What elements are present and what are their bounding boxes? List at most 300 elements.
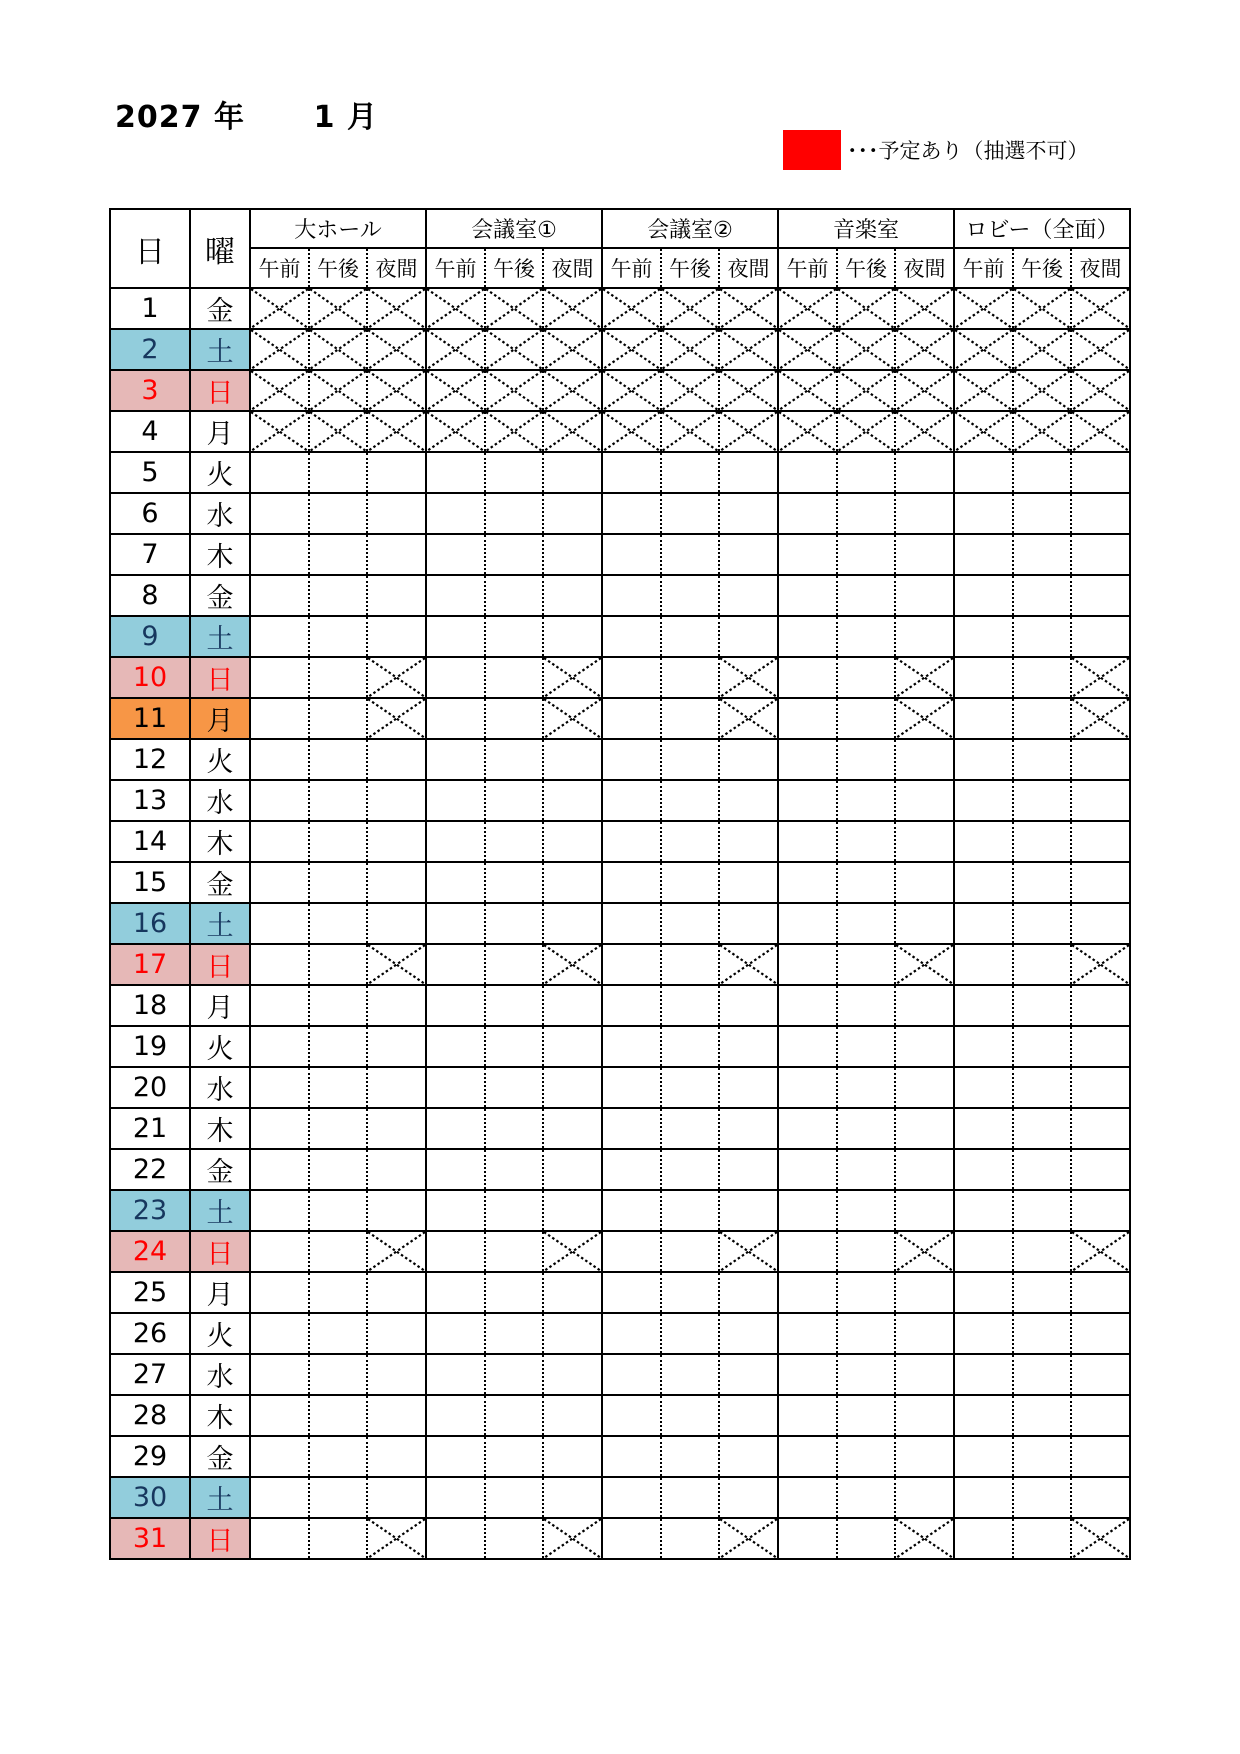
slot-cell xyxy=(602,657,661,698)
unavailable-mark xyxy=(720,412,777,451)
slot-cell xyxy=(778,780,837,821)
slot-cell xyxy=(1071,1436,1130,1477)
slot-cell xyxy=(719,821,778,862)
slot-cell xyxy=(367,1313,426,1354)
slot-cell xyxy=(602,452,661,493)
slot-cell xyxy=(250,1190,309,1231)
unavailable-mark xyxy=(603,371,660,410)
slot-cell xyxy=(250,657,309,698)
slot-cell xyxy=(719,1190,778,1231)
day-number: 29 xyxy=(110,1436,190,1477)
slot-cell xyxy=(250,493,309,534)
slot-cell xyxy=(719,452,778,493)
slot-cell xyxy=(309,1436,367,1477)
unavailable-mark xyxy=(251,330,308,369)
slot-cell xyxy=(426,1231,485,1272)
slot-cell xyxy=(778,1108,837,1149)
slot-cell xyxy=(543,1313,602,1354)
slot-cell xyxy=(778,575,837,616)
slot-cell xyxy=(367,862,426,903)
slot-cell xyxy=(719,1477,778,1518)
slot-cell xyxy=(426,1354,485,1395)
slot-cell xyxy=(1013,985,1071,1026)
slot-cell xyxy=(778,1354,837,1395)
slot-cell-unavailable xyxy=(543,698,602,739)
unavailable-mark xyxy=(368,289,425,328)
slot-cell xyxy=(367,739,426,780)
day-number: 30 xyxy=(110,1477,190,1518)
day-row xyxy=(110,1108,1130,1149)
unavailable-mark xyxy=(368,1232,425,1271)
unavailable-mark xyxy=(544,699,601,738)
slot-cell xyxy=(778,452,837,493)
slot-cell xyxy=(250,944,309,985)
slot-cell xyxy=(485,1067,543,1108)
unavailable-mark xyxy=(662,330,718,369)
slot-cell xyxy=(837,1149,895,1190)
unavailable-mark xyxy=(1072,945,1129,984)
slot-cell xyxy=(602,1231,661,1272)
slot-cell xyxy=(426,944,485,985)
day-number: 10 xyxy=(110,657,190,698)
slot-cell xyxy=(426,780,485,821)
slot-cell-unavailable xyxy=(661,329,719,370)
slot-cell-unavailable xyxy=(602,370,661,411)
day-number: 2 xyxy=(110,329,190,370)
slot-cell xyxy=(1013,862,1071,903)
day-number: 13 xyxy=(110,780,190,821)
weekday-label: 金 xyxy=(190,575,250,616)
unavailable-mark xyxy=(896,1519,953,1558)
slot-cell xyxy=(367,1026,426,1067)
slot-cell xyxy=(485,1518,543,1559)
slot-cell-unavailable xyxy=(309,411,367,452)
slot-cell xyxy=(954,1518,1013,1559)
slot-cell xyxy=(602,862,661,903)
weekday-label: 水 xyxy=(190,1354,250,1395)
slot-cell xyxy=(954,821,1013,862)
slot-cell xyxy=(661,698,719,739)
slot-cell xyxy=(367,1149,426,1190)
slot-cell-unavailable xyxy=(837,329,895,370)
slot-cell xyxy=(778,698,837,739)
slot-cell xyxy=(309,1026,367,1067)
weekday-label: 月 xyxy=(190,411,250,452)
slot-cell xyxy=(1013,780,1071,821)
slot-cell-unavailable xyxy=(954,411,1013,452)
slot-cell xyxy=(602,1354,661,1395)
slot-cell xyxy=(426,1518,485,1559)
slot-cell xyxy=(778,985,837,1026)
slot-cell xyxy=(954,1272,1013,1313)
unavailable-mark xyxy=(544,1232,601,1271)
slot-cell xyxy=(778,944,837,985)
slot-cell-unavailable xyxy=(543,657,602,698)
weekday-label: 月 xyxy=(190,985,250,1026)
slot-cell xyxy=(778,1477,837,1518)
slot-cell xyxy=(543,616,602,657)
slot-cell xyxy=(661,1108,719,1149)
slot-cell xyxy=(309,985,367,1026)
slot-cell xyxy=(1071,1272,1130,1313)
unavailable-mark xyxy=(896,699,953,738)
day-row xyxy=(110,1190,1130,1231)
slot-cell xyxy=(778,493,837,534)
slot-cell xyxy=(1071,616,1130,657)
slot-cell xyxy=(367,780,426,821)
unavailable-mark xyxy=(368,699,425,738)
slot-cell xyxy=(954,1313,1013,1354)
slot-cell xyxy=(719,1354,778,1395)
slot-cell xyxy=(426,1272,485,1313)
slot-cell-unavailable xyxy=(543,329,602,370)
slot-cell xyxy=(895,1354,954,1395)
slot-cell xyxy=(1071,1067,1130,1108)
slot-cell xyxy=(602,1149,661,1190)
slot-cell-unavailable xyxy=(954,370,1013,411)
slot-cell xyxy=(250,1231,309,1272)
slot-cell xyxy=(954,1190,1013,1231)
slot-cell xyxy=(543,1272,602,1313)
slot-cell xyxy=(661,1026,719,1067)
unavailable-mark xyxy=(544,289,601,328)
unavailable-mark xyxy=(427,330,484,369)
slot-cell xyxy=(837,1395,895,1436)
slot-cell-unavailable xyxy=(543,411,602,452)
day-number: 16 xyxy=(110,903,190,944)
slot-cell xyxy=(250,1108,309,1149)
slot-cell-unavailable xyxy=(250,288,309,329)
weekday-label: 土 xyxy=(190,1477,250,1518)
slot-cell xyxy=(895,1395,954,1436)
slot-cell xyxy=(309,1272,367,1313)
slot-cell-unavailable xyxy=(367,329,426,370)
slot-cell xyxy=(485,657,543,698)
slot-cell xyxy=(719,616,778,657)
slot-cell xyxy=(895,985,954,1026)
slot-cell xyxy=(309,1149,367,1190)
slot-cell xyxy=(837,1108,895,1149)
slot-cell-unavailable xyxy=(1071,329,1130,370)
slot-cell xyxy=(837,1190,895,1231)
slot-cell xyxy=(661,821,719,862)
slot-cell xyxy=(1071,862,1130,903)
unavailable-mark xyxy=(544,658,601,697)
slot-cell xyxy=(250,534,309,575)
slot-cell xyxy=(895,534,954,575)
slot-cell xyxy=(309,657,367,698)
slot-header: 午前 xyxy=(250,248,309,288)
day-number: 22 xyxy=(110,1149,190,1190)
slot-cell-unavailable xyxy=(837,411,895,452)
slot-cell xyxy=(837,903,895,944)
slot-header: 夜間 xyxy=(543,248,602,288)
slot-cell xyxy=(602,493,661,534)
slot-cell xyxy=(367,821,426,862)
unavailable-mark xyxy=(896,371,953,410)
day-row xyxy=(110,821,1130,862)
slot-cell xyxy=(837,452,895,493)
weekday-label: 日 xyxy=(190,944,250,985)
slot-cell xyxy=(719,493,778,534)
day-row xyxy=(110,493,1130,534)
unavailable-mark xyxy=(544,371,601,410)
weekday-label: 木 xyxy=(190,821,250,862)
day-number: 6 xyxy=(110,493,190,534)
slot-cell xyxy=(837,1313,895,1354)
day-row xyxy=(110,1231,1130,1272)
slot-cell xyxy=(602,1190,661,1231)
weekday-label: 日 xyxy=(190,657,250,698)
weekday-label: 金 xyxy=(190,288,250,329)
slot-cell xyxy=(485,452,543,493)
slot-cell xyxy=(543,985,602,1026)
slot-cell xyxy=(426,821,485,862)
unavailable-mark xyxy=(1014,412,1070,451)
slot-cell-unavailable xyxy=(895,329,954,370)
slot-cell xyxy=(309,1190,367,1231)
unavailable-mark xyxy=(1014,289,1070,328)
slot-cell xyxy=(543,452,602,493)
slot-cell-unavailable xyxy=(1013,411,1071,452)
slot-cell xyxy=(837,1354,895,1395)
slot-cell xyxy=(367,452,426,493)
day-row xyxy=(110,370,1130,411)
year-suffix: 年 xyxy=(213,100,245,135)
slot-cell xyxy=(426,698,485,739)
slot-cell xyxy=(367,1477,426,1518)
slot-cell xyxy=(543,821,602,862)
slot-cell xyxy=(543,1436,602,1477)
slot-cell-unavailable xyxy=(426,288,485,329)
day-row xyxy=(110,1518,1130,1559)
slot-cell xyxy=(309,1067,367,1108)
slot-cell-unavailable xyxy=(719,370,778,411)
slot-cell xyxy=(309,780,367,821)
unavailable-mark xyxy=(310,371,366,410)
month: 1 xyxy=(313,100,336,135)
slot-cell xyxy=(250,1477,309,1518)
slot-cell xyxy=(719,739,778,780)
unavailable-mark xyxy=(251,412,308,451)
legend-text: ･･･予定あり（抽選不可） xyxy=(847,139,1089,163)
slot-cell xyxy=(719,1026,778,1067)
slot-cell xyxy=(485,575,543,616)
slot-cell xyxy=(426,862,485,903)
slot-cell xyxy=(778,1436,837,1477)
slot-cell xyxy=(837,985,895,1026)
slot-cell-unavailable xyxy=(543,1231,602,1272)
slot-cell xyxy=(250,1026,309,1067)
slot-cell xyxy=(837,1026,895,1067)
slot-cell xyxy=(426,985,485,1026)
slot-cell xyxy=(778,1313,837,1354)
slot-cell xyxy=(250,903,309,944)
slot-cell xyxy=(719,1436,778,1477)
slot-cell xyxy=(426,1067,485,1108)
slot-cell xyxy=(485,1395,543,1436)
slot-cell xyxy=(895,1190,954,1231)
slot-cell xyxy=(309,1231,367,1272)
slot-cell xyxy=(661,780,719,821)
slot-cell xyxy=(661,944,719,985)
slot-cell xyxy=(719,780,778,821)
day-number: 23 xyxy=(110,1190,190,1231)
weekday-label: 金 xyxy=(190,1149,250,1190)
weekday-label: 土 xyxy=(190,1190,250,1231)
slot-cell-unavailable xyxy=(719,411,778,452)
room-header: 大ホール xyxy=(250,209,426,248)
slot-cell xyxy=(543,739,602,780)
slot-cell xyxy=(954,1026,1013,1067)
unavailable-mark xyxy=(838,371,894,410)
weekday-label: 金 xyxy=(190,862,250,903)
slot-cell xyxy=(661,1190,719,1231)
slot-cell xyxy=(250,1354,309,1395)
day-row xyxy=(110,452,1130,493)
slot-cell-unavailable xyxy=(954,329,1013,370)
slot-cell xyxy=(837,657,895,698)
slot-cell xyxy=(426,1026,485,1067)
slot-cell xyxy=(602,1395,661,1436)
slot-cell-unavailable xyxy=(426,411,485,452)
slot-cell xyxy=(837,821,895,862)
slot-cell xyxy=(367,1190,426,1231)
slot-cell xyxy=(1071,903,1130,944)
slot-cell xyxy=(543,1190,602,1231)
slot-cell xyxy=(1013,1272,1071,1313)
weekday-label: 水 xyxy=(190,1067,250,1108)
day-row xyxy=(110,1149,1130,1190)
unavailable-mark xyxy=(896,330,953,369)
slot-cell-unavailable xyxy=(543,370,602,411)
unavailable-mark xyxy=(1072,371,1129,410)
slot-header: 午後 xyxy=(837,248,895,288)
unavailable-mark xyxy=(662,371,718,410)
weekday-label: 火 xyxy=(190,1026,250,1067)
slot-cell xyxy=(1013,1067,1071,1108)
slot-cell-unavailable xyxy=(602,411,661,452)
slot-cell xyxy=(895,1313,954,1354)
slot-cell xyxy=(485,780,543,821)
unavailable-mark xyxy=(368,412,425,451)
unavailable-mark xyxy=(310,412,366,451)
day-row xyxy=(110,1313,1130,1354)
slot-cell xyxy=(602,698,661,739)
slot-cell-unavailable xyxy=(895,657,954,698)
slot-cell-unavailable xyxy=(661,411,719,452)
day-row xyxy=(110,616,1130,657)
slot-cell xyxy=(543,493,602,534)
unavailable-mark xyxy=(368,1519,425,1558)
slot-cell xyxy=(895,862,954,903)
day-row xyxy=(110,657,1130,698)
slot-cell xyxy=(954,739,1013,780)
slot-cell xyxy=(661,1313,719,1354)
slot-cell xyxy=(778,739,837,780)
slot-cell xyxy=(426,575,485,616)
slot-cell xyxy=(837,1436,895,1477)
slot-cell xyxy=(1013,1149,1071,1190)
slot-cell xyxy=(778,862,837,903)
slot-cell xyxy=(367,1108,426,1149)
slot-cell-unavailable xyxy=(719,288,778,329)
slot-cell-unavailable xyxy=(895,411,954,452)
slot-cell-unavailable xyxy=(250,329,309,370)
slot-cell xyxy=(719,1149,778,1190)
slot-cell xyxy=(661,903,719,944)
slot-cell xyxy=(543,1067,602,1108)
slot-cell xyxy=(485,821,543,862)
slot-cell-unavailable xyxy=(367,1518,426,1559)
slot-cell xyxy=(661,534,719,575)
unavailable-mark xyxy=(1014,371,1070,410)
slot-cell xyxy=(250,985,309,1026)
slot-cell xyxy=(250,698,309,739)
day-row xyxy=(110,1272,1130,1313)
slot-cell xyxy=(837,862,895,903)
slot-cell-unavailable xyxy=(719,1518,778,1559)
slot-cell xyxy=(895,452,954,493)
unavailable-mark xyxy=(486,289,542,328)
slot-cell xyxy=(1013,1395,1071,1436)
slot-cell xyxy=(309,862,367,903)
slot-cell xyxy=(895,739,954,780)
slot-cell xyxy=(661,575,719,616)
slot-cell xyxy=(485,903,543,944)
slot-header: 夜間 xyxy=(1071,248,1130,288)
slot-cell xyxy=(602,821,661,862)
day-number: 8 xyxy=(110,575,190,616)
slot-cell-unavailable xyxy=(1071,698,1130,739)
unavailable-mark xyxy=(779,330,836,369)
unavailable-mark xyxy=(896,1232,953,1271)
slot-cell xyxy=(426,534,485,575)
slot-cell xyxy=(309,575,367,616)
slot-cell xyxy=(1071,534,1130,575)
day-row xyxy=(110,329,1130,370)
slot-cell xyxy=(661,493,719,534)
slot-cell-unavailable xyxy=(1013,329,1071,370)
day-row xyxy=(110,739,1130,780)
weekday-label: 火 xyxy=(190,739,250,780)
slot-cell-unavailable xyxy=(367,944,426,985)
slot-cell xyxy=(1071,452,1130,493)
slot-cell xyxy=(954,575,1013,616)
day-row xyxy=(110,985,1130,1026)
slot-cell xyxy=(367,985,426,1026)
slot-cell-unavailable xyxy=(309,370,367,411)
slot-cell xyxy=(309,1108,367,1149)
room-header: 会議室② xyxy=(602,209,778,248)
weekday-label: 月 xyxy=(190,698,250,739)
unavailable-mark xyxy=(368,330,425,369)
slot-cell xyxy=(954,616,1013,657)
slot-cell xyxy=(367,1067,426,1108)
slot-cell xyxy=(895,493,954,534)
slot-cell xyxy=(309,493,367,534)
slot-cell-unavailable xyxy=(426,329,485,370)
day-row xyxy=(110,575,1130,616)
unavailable-mark xyxy=(368,945,425,984)
unavailable-mark xyxy=(720,371,777,410)
slot-cell xyxy=(895,1067,954,1108)
slot-cell xyxy=(426,903,485,944)
day-number: 17 xyxy=(110,944,190,985)
slot-cell xyxy=(426,1108,485,1149)
slot-cell xyxy=(426,1190,485,1231)
unavailable-mark xyxy=(955,289,1012,328)
